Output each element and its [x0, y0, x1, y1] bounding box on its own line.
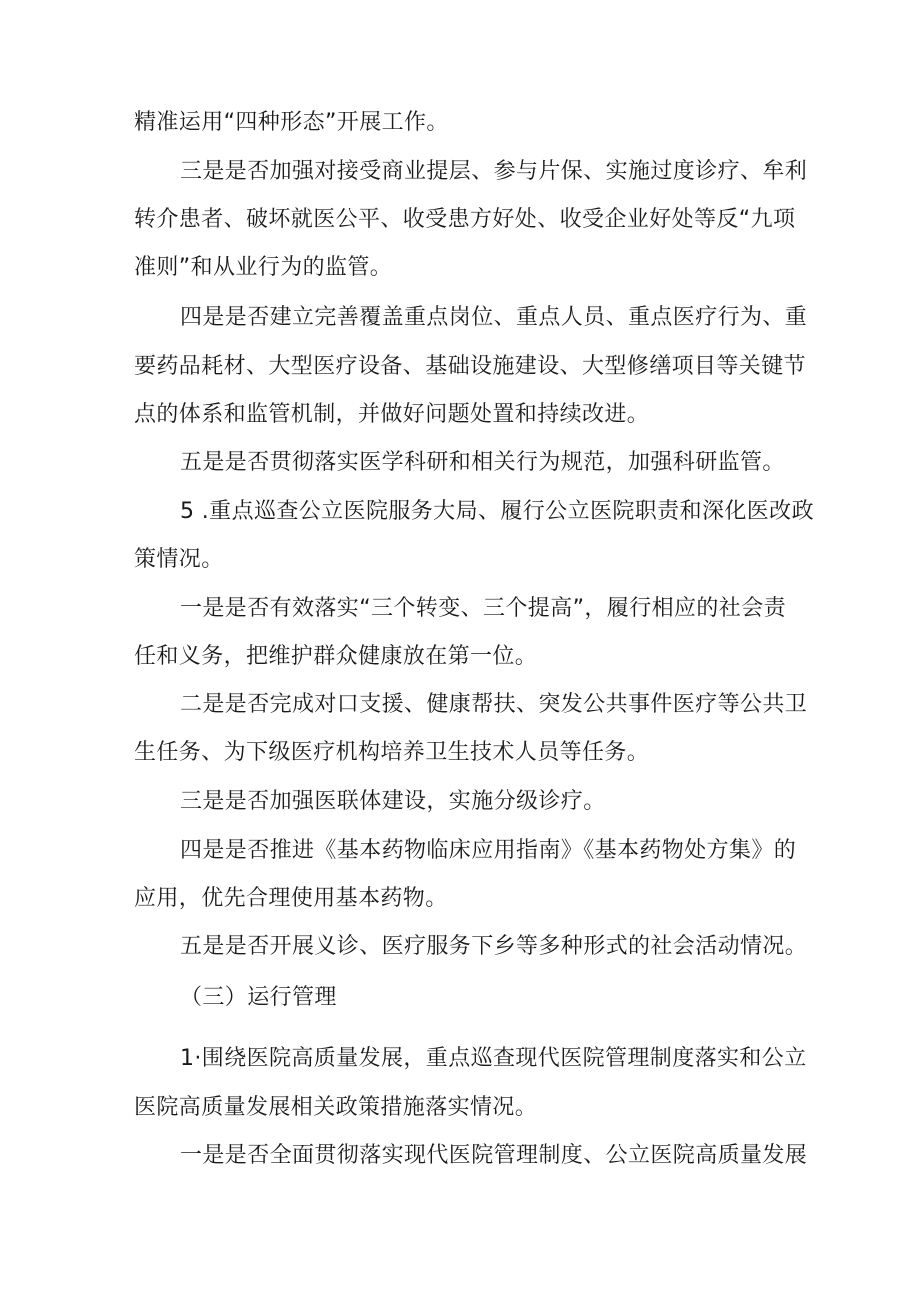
section-heading: （三）运行管理	[180, 985, 337, 1010]
text-line: 三是是否加强医联体建设，实施分级诊疗。	[180, 789, 606, 814]
text-line: 点的体系和监管机制，并做好问题处置和持续改进。	[134, 402, 650, 427]
text-line: 二是是否完成对口支援、健康帮扶、突发公共事件医疗等公共卫	[180, 692, 808, 717]
text-line: 5 .重点巡查公立医院服务大局、履行公立医院职责和深化医改政	[180, 499, 814, 524]
text-line: 准则”和从业行为的监管。	[134, 255, 393, 280]
text-line: 一是是否有效落实“三个转变、三个提高”，履行相应的社会责	[180, 596, 786, 621]
text-line: 四是是否推进《基本药物临床应用指南》《基本药物处方集》的	[180, 838, 797, 863]
text-line: 四是是否建立完善覆盖重点岗位、重点人员、重点医疗行为、重	[180, 305, 808, 330]
text-line: 应用，优先合理使用基本药物。	[134, 886, 448, 911]
text-line: 五是是否贯彻落实医学科研和相关行为规范，加强科研监管。	[180, 450, 785, 475]
text-line: 医院高质量发展相关政策措施落实情况。	[134, 1095, 538, 1120]
text-line: 三是是否加强对接受商业提层、参与片保、实施过度诊疗、牟利	[180, 159, 808, 184]
text-line: 精准运用“四种形态”开展工作。	[134, 110, 449, 135]
text-line: 策情况。	[134, 547, 224, 572]
text-line: 一是是否全面贯彻落实现代医院管理制度、公立医院高质量发展	[180, 1143, 808, 1168]
text-line: 任和义务，把维护群众健康放在第一位。	[134, 644, 538, 669]
text-line: 生任务、为下级医疗机构培养卫生技术人员等任务。	[134, 740, 650, 765]
text-line: 转介患者、破坏就医公平、收受患方好处、收受企业好处等反“九项	[134, 207, 796, 232]
text-line: 五是是否开展义诊、医疗服务下乡等多种形式的社会活动情况。	[180, 934, 808, 959]
text-line: 1·围绕医院高质量发展，重点巡查现代医院管理制度落实和公立	[180, 1046, 807, 1071]
text-line: 要药品耗材、大型医疗设备、基础设施建设、大型修缮项目等关键节	[134, 354, 807, 379]
